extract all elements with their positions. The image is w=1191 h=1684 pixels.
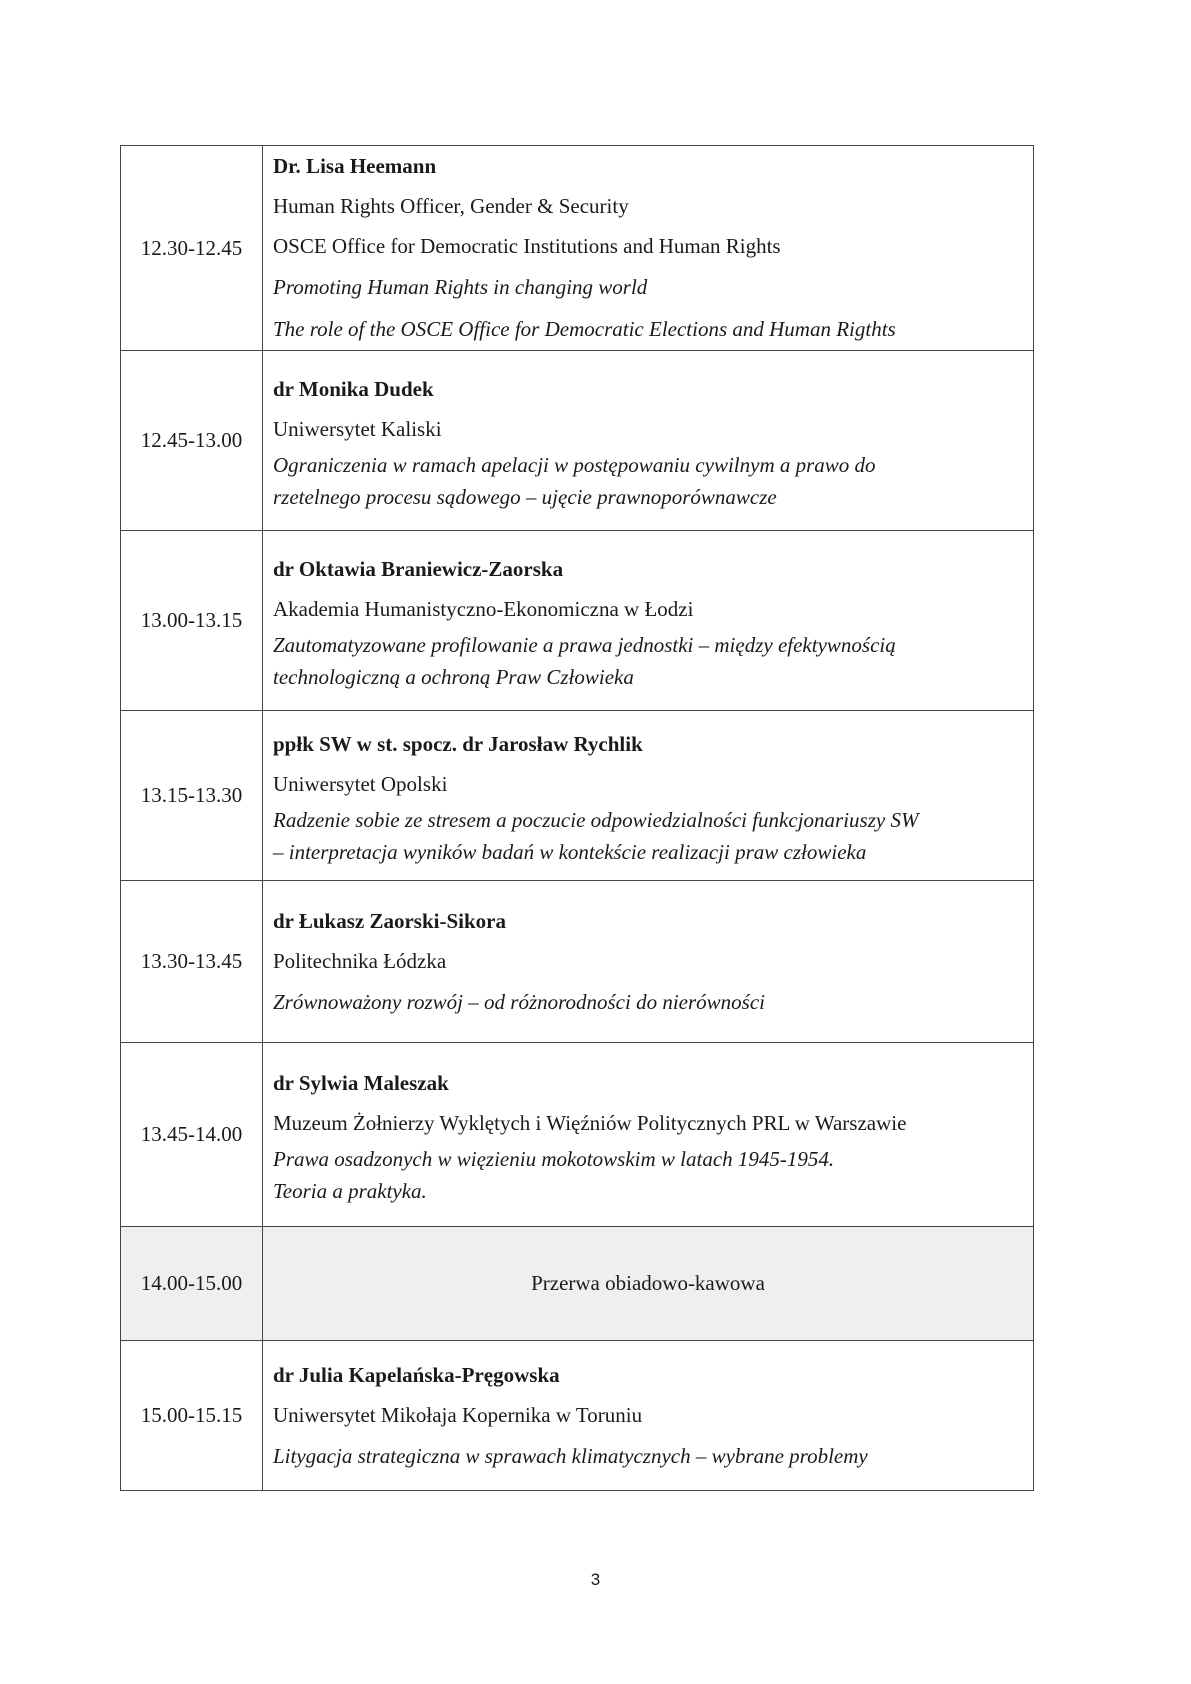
- speaker-name: dr Monika Dudek: [273, 376, 434, 401]
- speaker-affiliation: Uniwersytet Kaliski: [273, 416, 442, 441]
- speaker-name: dr Łukasz Zaorski-Sikora: [273, 908, 506, 933]
- schedule-row: [121, 146, 1034, 351]
- talk-title-line: Litygacja strategiczna w sprawach klimatycznych – wybrane problemy: [273, 1443, 868, 1468]
- session-info: [263, 711, 1034, 881]
- session-info: [263, 881, 1034, 1043]
- schedule-row: [121, 1341, 1034, 1491]
- time-slot: 14.00-15.00: [121, 1227, 263, 1341]
- break-row: [121, 1227, 1034, 1341]
- session-info: [263, 1341, 1034, 1491]
- speaker-name: Dr. Lisa Heemann: [273, 154, 437, 178]
- session-info: [263, 146, 1034, 351]
- talk-title-line: Zautomatyzowane profilowanie a prawa jednostki – między efektywnością: [273, 632, 896, 657]
- session-info: [263, 351, 1034, 531]
- talk-title-line: Teoria a praktyka.: [273, 1178, 427, 1203]
- talk-title-line: Zrównoważony rozwój – od różnorodności do nierówności: [273, 989, 765, 1014]
- break-label: Przerwa obiadowo-kawowa: [263, 1227, 1034, 1341]
- schedule-row: [121, 711, 1034, 881]
- talk-title-line: Ograniczenia w ramach apelacji w postępowaniu cywilnym a prawo do: [273, 452, 876, 477]
- talk-title-line: technologiczną a ochroną Praw Człowieka: [273, 664, 634, 689]
- speaker-name: ppłk SW w st. spocz. dr Jarosław Rychlik: [273, 731, 643, 756]
- talk-title: Promoting Human Rights in changing world: [273, 275, 648, 299]
- session-info: [263, 1043, 1034, 1227]
- time-slot: 13.15-13.30: [121, 711, 263, 881]
- speaker-name: dr Oktawia Braniewicz-Zaorska: [273, 556, 564, 581]
- time-slot: 13.45-14.00: [121, 1043, 263, 1227]
- speaker-affiliation: Uniwersytet Opolski: [273, 771, 448, 796]
- session-info: [263, 531, 1034, 711]
- speaker-affiliation: Uniwersytet Mikołaja Kopernika w Toruniu: [273, 1402, 643, 1427]
- talk-title-line: Prawa osadzonych w więzieniu mokotowskim w latach 1945-1954.: [273, 1146, 835, 1171]
- schedule-row: [121, 351, 1034, 531]
- time-slot: 13.00-13.15: [121, 531, 263, 711]
- talk-title: The role of the OSCE Office for Democratic Elections and Human Rigthts: [273, 317, 896, 341]
- talk-title-line: – interpretacja wyników badań w kontekście realizacji praw człowieka: [273, 839, 867, 864]
- schedule-row: [121, 531, 1034, 711]
- speaker-name: dr Julia Kapelańska-Pręgowska: [273, 1362, 560, 1387]
- schedule-table: [120, 145, 1034, 1491]
- speaker-role: Human Rights Officer, Gender & Security: [273, 194, 629, 218]
- time-slot: 15.00-15.15: [121, 1341, 263, 1491]
- time-slot: 12.45-13.00: [121, 351, 263, 531]
- speaker-affiliation: Akademia Humanistyczno-Ekonomiczna w Łodzi: [273, 596, 694, 621]
- speaker-affiliation: Muzeum Żołnierzy Wyklętych i Więźniów Politycznych PRL w Warszawie: [273, 1110, 907, 1135]
- talk-title-line: Radzenie sobie ze stresem a poczucie odpowiedzialności funkcjonariuszy SW: [273, 807, 919, 832]
- talk-title-line: rzetelnego procesu sądowego – ujęcie prawnoporównawcze: [273, 484, 777, 509]
- schedule-row: [121, 881, 1034, 1043]
- speaker-affiliation: OSCE Office for Democratic Institutions and Human Rights: [273, 234, 781, 258]
- schedule-row: [121, 1043, 1034, 1227]
- speaker-affiliation: Politechnika Łódzka: [273, 948, 447, 973]
- time-slot: 12.30-12.45: [121, 146, 263, 351]
- page-number: 3: [590, 1570, 601, 1589]
- time-slot: 13.30-13.45: [121, 881, 263, 1043]
- speaker-name: dr Sylwia Maleszak: [273, 1070, 449, 1095]
